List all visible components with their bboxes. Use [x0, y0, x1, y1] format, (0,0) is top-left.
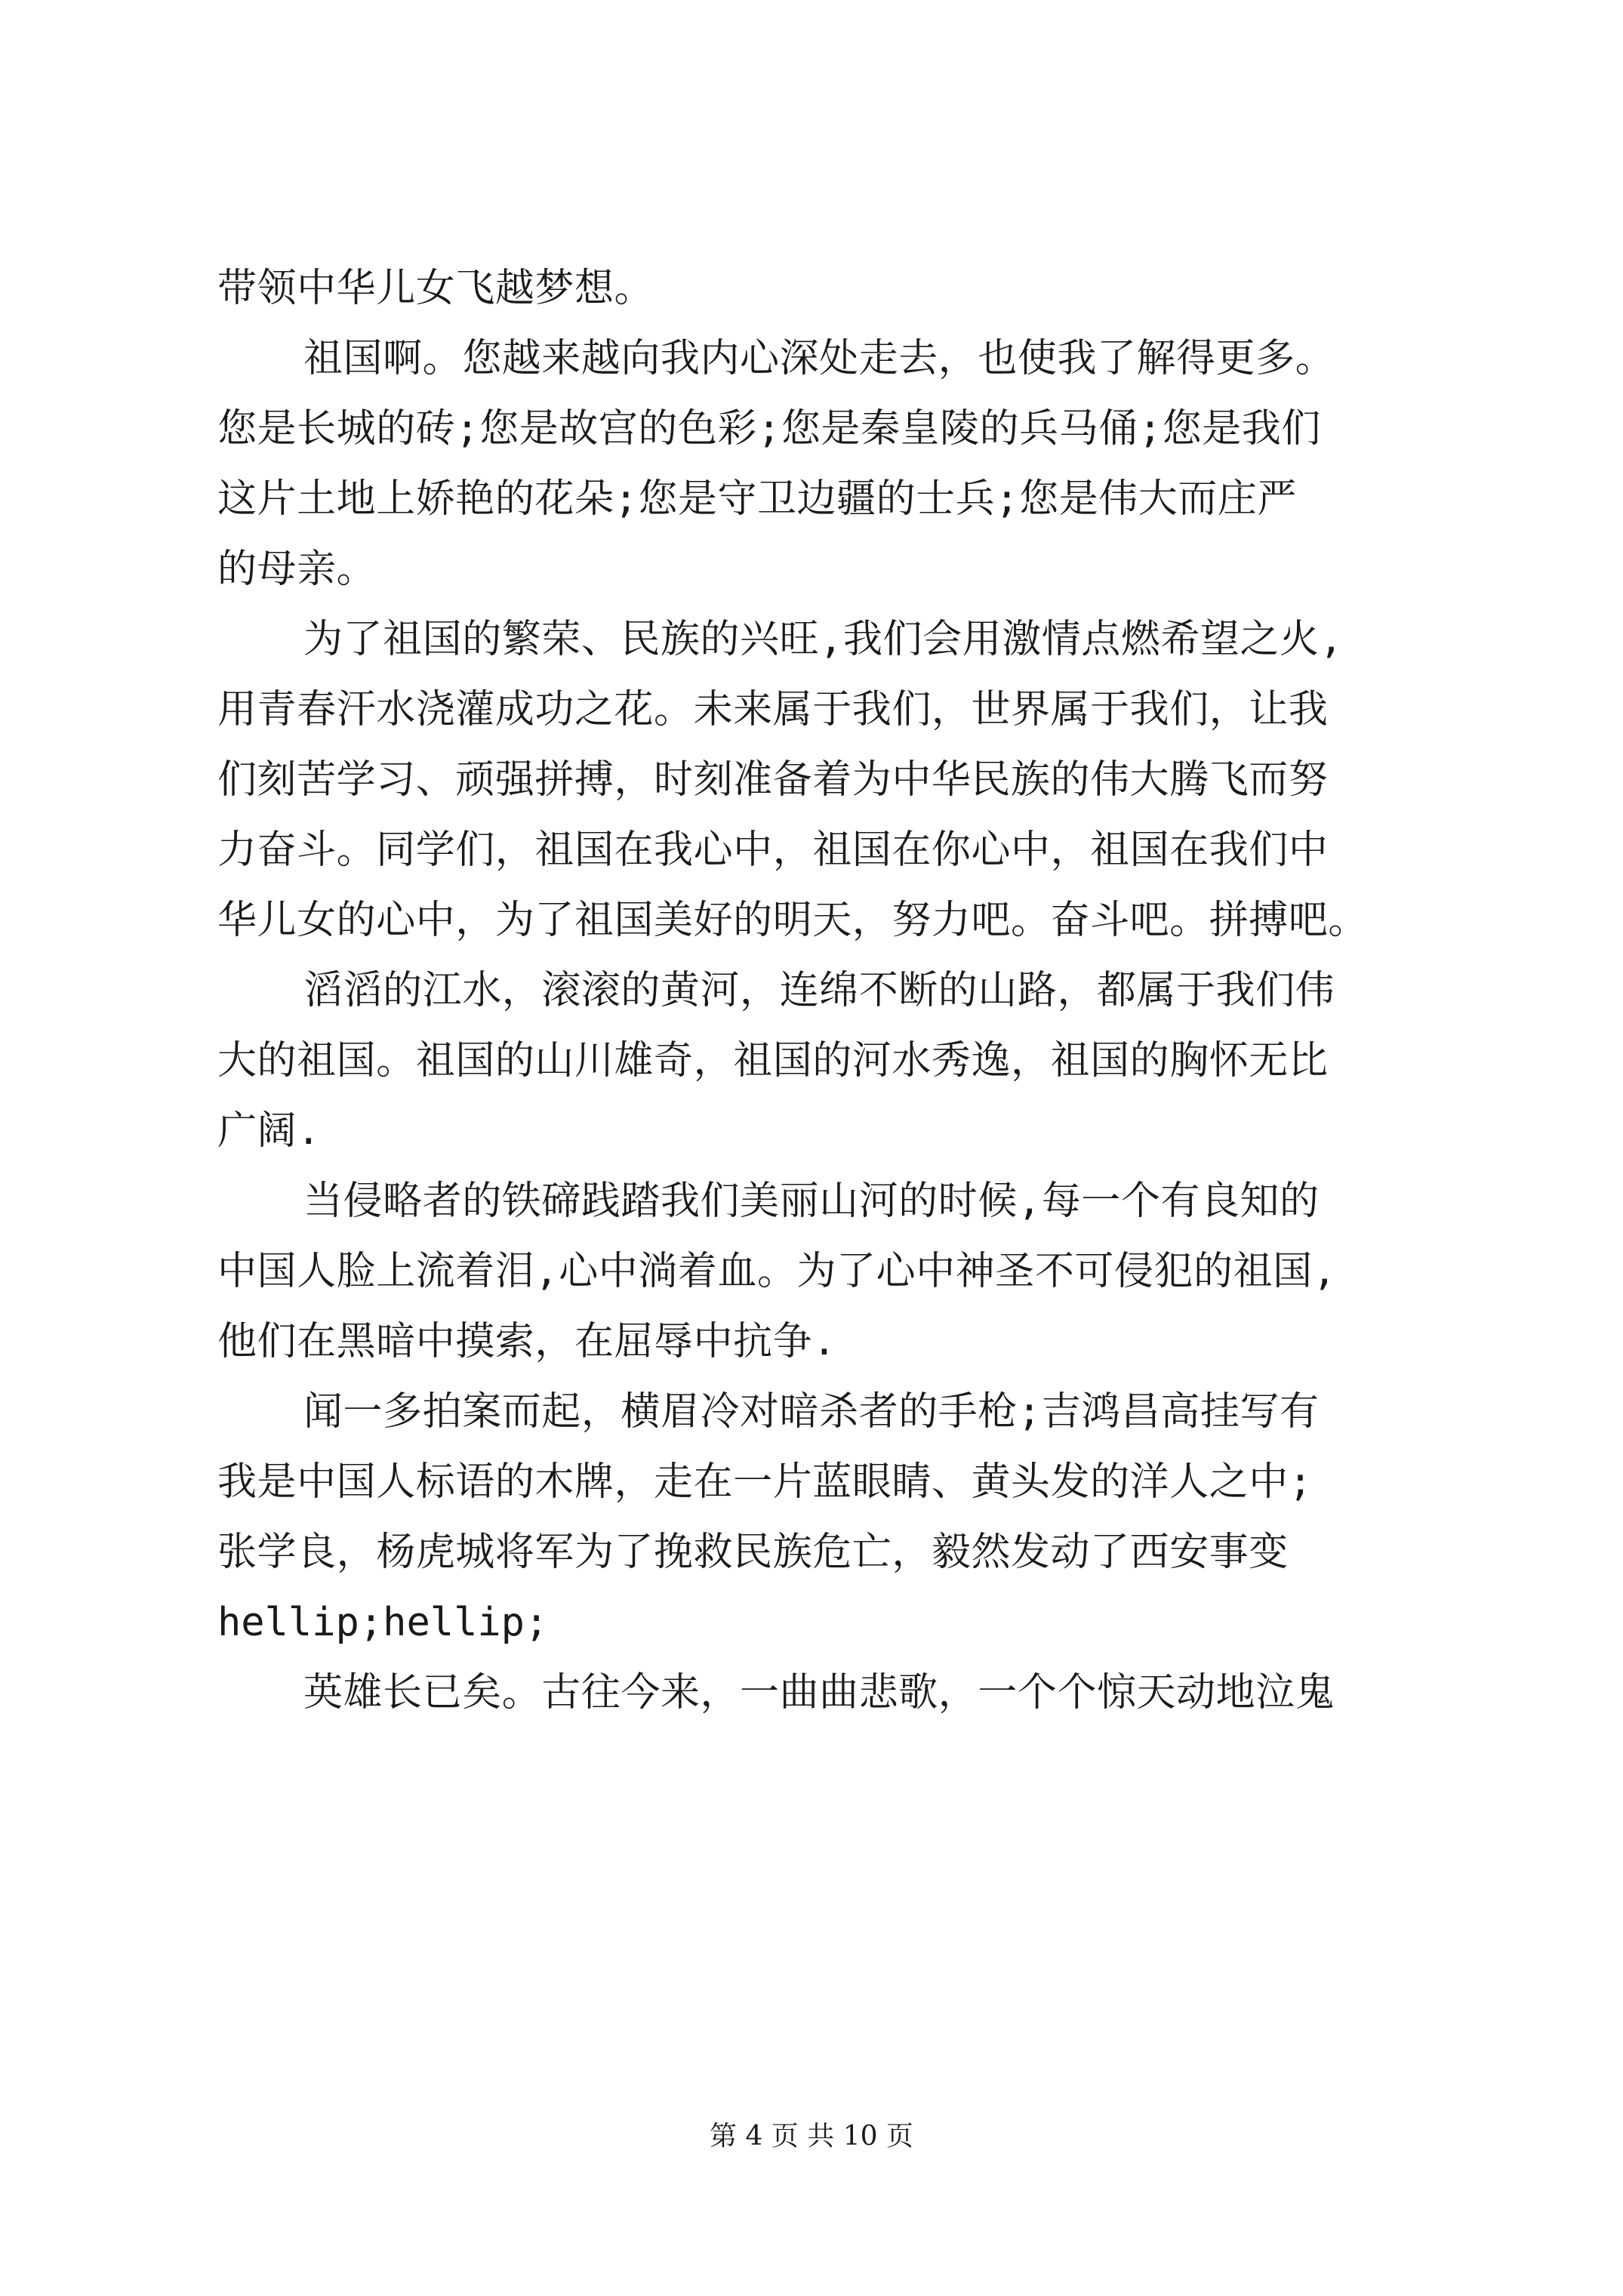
text-line: 我是中国人标语的木牌，走在一片蓝眼睛、黄头发的洋人之中; — [217, 1459, 1313, 1505]
text-line: 广阔. — [217, 1108, 321, 1154]
text-line: 这片土地上娇艳的花朵;您是守卫边疆的士兵;您是伟大而庄严 — [217, 476, 1298, 522]
body-text — [217, 254, 1425, 1728]
text-line: 滔滔的江水，滚滚的黄河，连绵不断的山路，都属于我们伟 — [303, 968, 1335, 1013]
text-line: 闻一多拍案而起，横眉冷对暗杀者的手枪;吉鸿昌高挂写有 — [303, 1389, 1320, 1435]
text-line: 张学良，杨虎城将军为了挽救民族危亡，毅然发动了西安事变 — [217, 1530, 1289, 1575]
text-line: 们刻苦学习、顽强拼搏，时刻准备着为中华民族的伟大腾飞而努 — [217, 757, 1329, 803]
text-line: 您是长城的砖;您是故宫的色彩;您是秦皇陵的兵马俑;您是我们 — [217, 406, 1321, 451]
text-line: 大的祖国。祖国的山川雄奇，祖国的河水秀逸，祖国的胸怀无比 — [217, 1038, 1329, 1083]
text-line: 英雄长已矣。古往今来，一曲曲悲歌，一个个惊天动地泣鬼 — [303, 1670, 1335, 1715]
text-line: 用青春汗水浇灌成功之花。未来属于我们，世界属于我们，让我 — [217, 687, 1329, 732]
text-line: 带领中华儿女飞越梦想。 — [217, 266, 654, 311]
text-line: 为了祖国的繁荣、民族的兴旺,我们会用激情点燃希望之火, — [303, 617, 1344, 662]
page-footer: 第 4 页 共 10 页 — [710, 2121, 913, 2152]
text-line: 中国人脸上流着泪,心中淌着血。为了心中神圣不可侵犯的祖国, — [217, 1249, 1337, 1294]
text-line: hellip;hellip; — [217, 1600, 549, 1645]
text-line: 华儿女的心中，为了祖国美好的明天，努力吧。奋斗吧。拼搏吧。 — [217, 898, 1368, 943]
text-line: 的母亲。 — [217, 547, 377, 592]
text-line: 他们在黑暗中摸索，在屈辱中抗争. — [217, 1319, 837, 1364]
text-line: 当侵略者的铁碲践踏我们美丽山河的时候,每一个有良知的 — [303, 1179, 1320, 1224]
text-line: 力奋斗。同学们，祖国在我心中，祖国在你心中，祖国在我们中 — [217, 827, 1329, 873]
text-line: 祖国啊。您越来越向我内心深处走去，也使我了解得更多。 — [303, 336, 1335, 381]
